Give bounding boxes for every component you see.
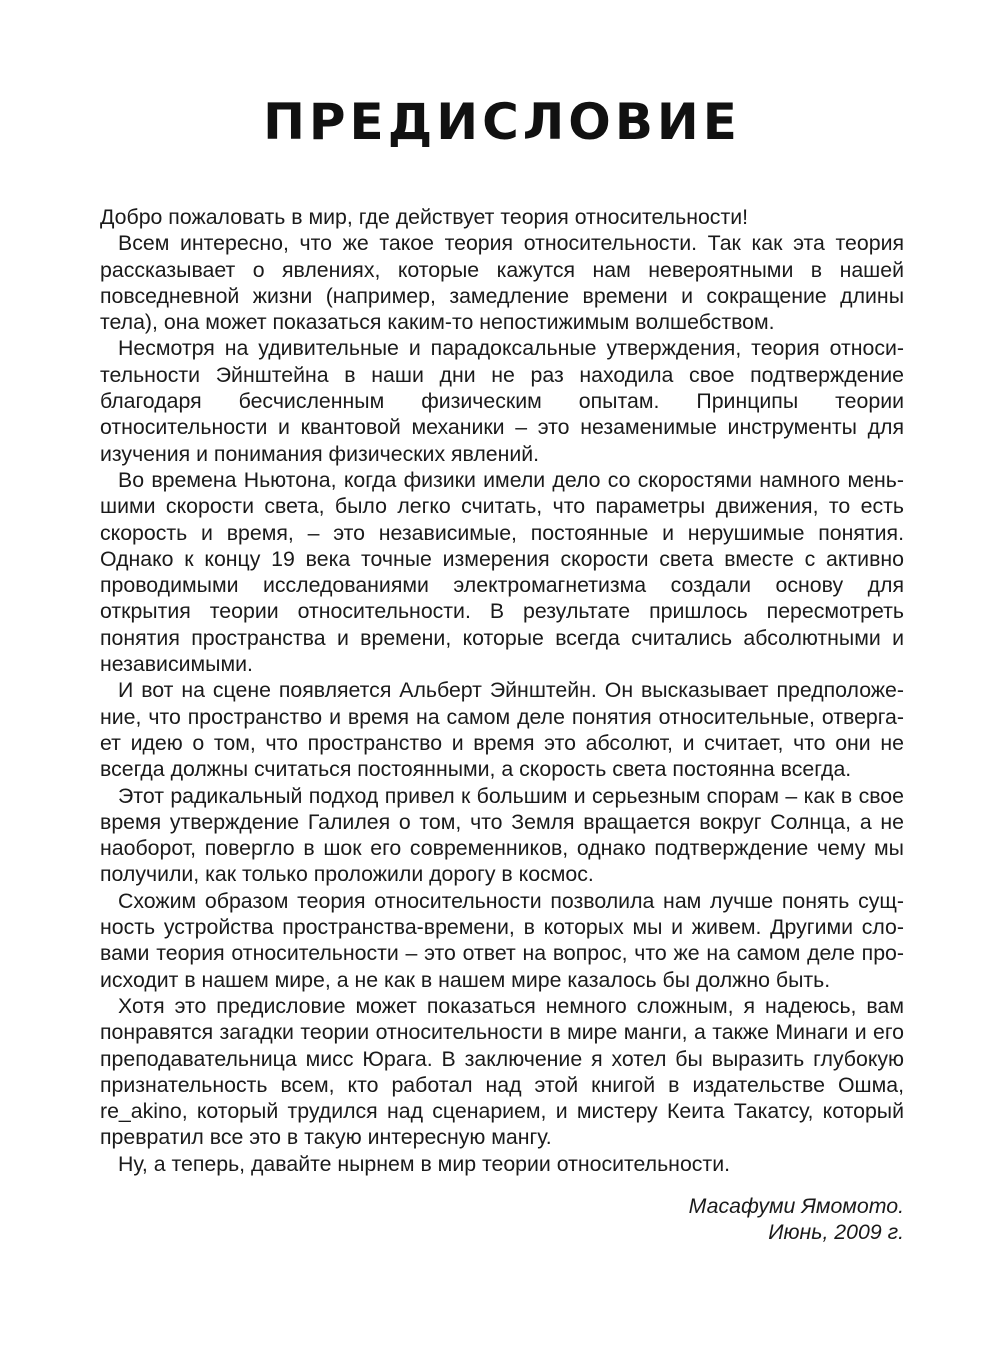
paragraph-2: Всем интересно, что же такое теория относительности. Так как эта теория рассказывает о явлениях, которые кажутся нам невероятными в нашей повседневной жизни (например, замедление времени и сокращение длины тела), она может показаться каким-то непостижимым волшебством.	[100, 231, 904, 335]
paragraph-9: Ну, а теперь, давайте нырнем в мир теории относительности.	[118, 1151, 731, 1176]
paragraph-4: Во времена Ньютона, когда физики имели дело со скоростями намного меньшими скорости света, было легко считать, что параметры движения, то есть скорость и время, – это независимые, постоянные и нерушимые понятия. Однако к концу 19 века точные измерения скорости света вместе с активно проводимыми исследованиями электромагнетизма создали основу для открытия теории относительности. В результате пришлось пересмотреть понятия пространства и времени, которые всегда считались абсолютными и независимыми.	[100, 467, 904, 677]
page-title: ПРЕДИСЛОВИЕ	[263, 93, 741, 151]
signature-date: Июнь, 2009 г.	[768, 1220, 904, 1245]
paragraph-7: Схожим образом теория относительности позволила нам лучше понять сущность устройства пространства-времени, в которых мы и живем. Другими словами теория относительности – это ответ на вопрос, что же на самом деле происходит в нашем мире, а не как в нашем мире казалось бы должно быть.	[100, 888, 904, 992]
preface-body	[100, 204, 904, 1177]
paragraph-8: Хотя это предисловие может показаться немного сложным, я надеюсь, вам понравятся загадки теории относительности в мире манги, а также Минаги и его преподавательница мисс Юрага. В заключение я хотел бы выразить глубокую признательность всем, кто работал над этой книгой в издательстве Ошма, re_akino, который трудился над сценарием, и мистеру Кеита Такатсу, который превратил все это в такую интересную мангу.	[100, 993, 904, 1150]
paragraph-6: Этот радикальный подход привел к большим и серьезным спорам – как в свое время утверждение Галилея о том, что Земля вращается вокруг Солнца, а не наоборот, повергло в шок его современников, однако подтверждение чему мы получили, как только проложили дорогу в космос.	[100, 783, 904, 887]
signature	[689, 1193, 904, 1246]
paragraph-3: Несмотря на удивительные и парадоксальные утверждения, теория относительности Эйнштейна в наши дни не раз находила свое подтверждение благодаря бесчисленным физическим опытам. Принципы теории относительности и квантовой механики – это незаменимые инструменты для изучения и понимания физических явлений.	[100, 336, 904, 466]
paragraph-5: И вот на сцене появляется Альберт Эйнштейн. Он высказывает предположение, что пространство и время на самом деле понятия относительные, отвергает идею о том, что пространство и время это абсолют, и считает, что они не всегда должны считаться постоянными, а скорость света постоянна всегда.	[100, 678, 904, 782]
paragraph-1: Добро пожаловать в мир, где действует теория относительности!	[100, 205, 749, 229]
signature-author: Масафуми Ямомото.	[688, 1194, 904, 1218]
